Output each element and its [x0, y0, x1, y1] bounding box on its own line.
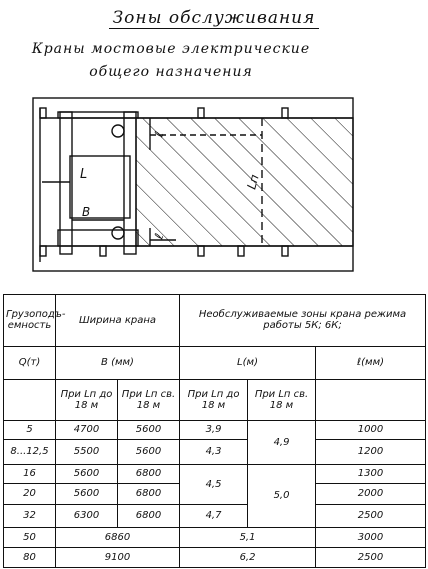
table-row [4, 464, 426, 483]
label-B: B [82, 205, 91, 219]
cell-l1: 3,9 [180, 420, 248, 439]
cell-l: 2500 [316, 504, 426, 528]
cell-q: 8...12,5 [4, 440, 56, 465]
label-l-bottom: ℓ [151, 231, 167, 242]
subtitle-line-2: общего назначения [89, 64, 253, 80]
cell-L: 6,2 [180, 547, 316, 567]
empty-cell [4, 379, 56, 420]
subheader-b2: При Lп св. 18 м [118, 379, 180, 420]
cell-q: 32 [4, 504, 56, 528]
cell-l: 1200 [316, 440, 426, 465]
column [282, 108, 288, 118]
crane-zone-table [3, 294, 426, 568]
cell-l2: 5,0 [248, 464, 316, 527]
header-q-unit: Q(т) [4, 346, 56, 379]
cell-b2: 6800 [118, 504, 180, 528]
cell-q: 50 [4, 528, 56, 547]
column [238, 246, 244, 256]
cell-l2: 4,9 [248, 420, 316, 464]
table-header-row [4, 295, 426, 347]
cell-b2: 5600 [118, 440, 180, 465]
label-l-top: ℓ [151, 129, 167, 140]
table-row [4, 528, 426, 547]
label-L: L [80, 167, 88, 182]
header-l-unit: ℓ(мм) [316, 346, 426, 379]
table-row [4, 547, 426, 567]
cell-b: 6860 [56, 528, 180, 547]
table-row [4, 420, 426, 439]
crane-end-bottom [58, 230, 138, 246]
cell-l: 2500 [316, 547, 426, 567]
column [40, 108, 46, 118]
label-Ln: Lп [244, 173, 262, 191]
table-row [4, 440, 426, 465]
header-zones: Необслуживаемые зоны крана режима работы 5К; 6К; [180, 295, 426, 347]
table-subheader-row [4, 379, 426, 420]
cell-l1: 4,7 [180, 504, 248, 528]
column [40, 246, 46, 256]
title-text: Зоны обслуживания [109, 8, 320, 29]
header-capacity: Грузоподъ-емность [4, 295, 56, 347]
cell-b: 9100 [56, 547, 180, 567]
subheader-l1: При Lп до 18 м [180, 379, 248, 420]
cell-b2: 5600 [118, 420, 180, 439]
column [100, 246, 106, 256]
cell-q: 5 [4, 420, 56, 439]
header-width: Ширина крана [56, 295, 180, 347]
cell-b1: 5600 [56, 484, 118, 504]
cell-b1: 6300 [56, 504, 118, 528]
column [282, 246, 288, 256]
cell-q: 20 [4, 484, 56, 504]
cell-L: 5,1 [180, 528, 316, 547]
cell-b1: 5600 [56, 464, 118, 483]
cell-q: 80 [4, 547, 56, 567]
hook-bottom [112, 227, 124, 239]
header-b-unit: B (мм) [56, 346, 180, 379]
column [198, 108, 204, 118]
cell-l: 2000 [316, 484, 426, 504]
cell-b1: 4700 [56, 420, 118, 439]
table-units-row [4, 346, 426, 379]
cell-b2: 6800 [118, 464, 180, 483]
cell-q: 16 [4, 464, 56, 483]
crane-end-top [58, 112, 138, 118]
cell-l: 3000 [316, 528, 426, 547]
subtitle-line-1: Краны мостовые электрические [31, 41, 311, 57]
cell-l1: 4,5 [180, 464, 248, 504]
table-row [4, 504, 426, 528]
cell-l1: 4,3 [180, 440, 248, 465]
cell-l: 1300 [316, 464, 426, 483]
trolley [70, 156, 130, 218]
cell-b2: 6800 [118, 484, 180, 504]
empty-cell [316, 379, 426, 420]
subheader-b1: При Lп до 18 м [56, 379, 118, 420]
hook-top [112, 125, 124, 137]
header-L-unit: L(м) [180, 346, 316, 379]
cell-l: 1000 [316, 420, 426, 439]
column [198, 246, 204, 256]
subheader-l2: При Lп св. 18 м [248, 379, 316, 420]
cell-b1: 5500 [56, 440, 118, 465]
unserviced-zone [136, 118, 353, 246]
